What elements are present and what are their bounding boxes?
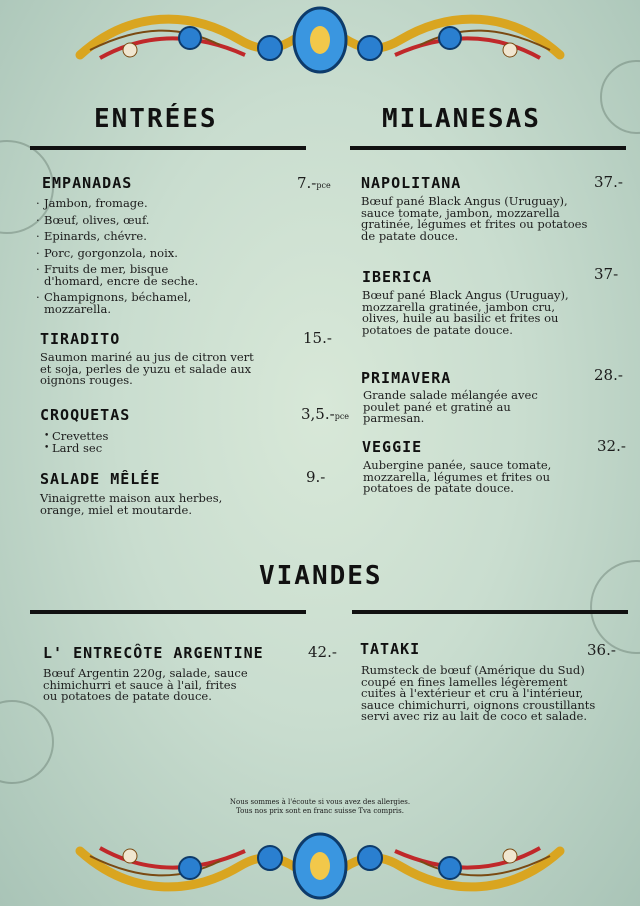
top-ornament-image bbox=[70, 0, 570, 80]
section-rule-milanesas bbox=[350, 146, 626, 150]
item-title-iberica: IBERICA bbox=[362, 268, 433, 286]
footer-price-line: Tous nos prix sont en franc suisse Tva compris. bbox=[235, 807, 404, 815]
price-value: 7.- bbox=[297, 174, 317, 192]
item-desc-entrecote: Bœuf Argentin 220g, salade, sauce chimichurri et sauce à l'ail, frites ou potatoes de patate douce. bbox=[43, 666, 248, 703]
list-item: · Bœuf, olives, œuf. bbox=[36, 215, 266, 227]
price-unit: pce bbox=[316, 181, 331, 190]
item-title-tataki: TATAKI bbox=[360, 640, 421, 658]
item-desc-primavera: Grande salade mélangée avec poulet pané et gratiné au parmesan. bbox=[363, 388, 538, 425]
item-title-entrecote: L' ENTRECÔTE ARGENTINE bbox=[43, 644, 264, 662]
section-heading-viandes: VIANDES bbox=[259, 561, 383, 591]
bottom-ornament-image bbox=[70, 826, 570, 906]
footer-allergy-line: Nous sommes à l'écoute si vous avez des allergies. bbox=[229, 798, 411, 806]
item-price-empanadas bbox=[297, 174, 331, 192]
item-price-napolitana: 37.- bbox=[594, 173, 623, 191]
item-price-tataki: 36.- bbox=[587, 641, 616, 659]
item-price-tiradito: 15.- bbox=[303, 329, 332, 347]
item-title-croquetas: CROQUETAS bbox=[40, 406, 131, 424]
section-rule-viandes-left bbox=[30, 610, 306, 614]
croquetas-list bbox=[44, 431, 184, 459]
item-title-tiradito: TIRADITO bbox=[40, 330, 121, 348]
item-desc-iberica: Bœuf pané Black Angus (Uruguay), mozzarella gratinée, jambon cru, olives, huile au basilic et frites ou potatoes de patate douce. bbox=[362, 288, 569, 337]
item-title-veggie: VEGGIE bbox=[362, 438, 423, 456]
item-price-salade: 9.- bbox=[306, 468, 326, 486]
item-price-iberica: 37- bbox=[594, 265, 619, 283]
item-desc-tiradito: Saumon mariné au jus de citron vert et soja, perles de yuzu et salade aux oignons rouges. bbox=[40, 350, 254, 387]
footer-note bbox=[0, 798, 640, 816]
empanadas-list bbox=[36, 198, 266, 320]
item-title-salade: SALADE MÊLÉE bbox=[40, 470, 161, 488]
item-price-veggie: 32.- bbox=[597, 437, 626, 455]
background-swirl-right bbox=[590, 560, 640, 654]
list-item: · Porc, gorgonzola, noix. bbox=[36, 248, 266, 260]
list-item: · Jambon, fromage. bbox=[36, 198, 266, 210]
section-rule-viandes-right bbox=[352, 610, 628, 614]
item-title-empanadas: EMPANADAS bbox=[42, 174, 133, 192]
background-swirl-right-top bbox=[600, 60, 640, 134]
item-desc-salade: Vinaigrette maison aux herbes, orange, miel et moutarde. bbox=[40, 491, 223, 517]
item-price-entrecote: 42.- bbox=[308, 643, 337, 661]
price-value: 3,5.- bbox=[301, 405, 335, 423]
item-price-croquetas bbox=[301, 405, 349, 423]
price-unit: pce bbox=[334, 412, 350, 421]
list-item: • Crevettes bbox=[44, 431, 184, 443]
item-title-primavera: PRIMAVERA bbox=[361, 369, 452, 387]
section-heading-entrees: ENTRÉES bbox=[94, 104, 218, 134]
item-desc-veggie: Aubergine panée, sauce tomate, mozzarella, légumes et frites ou potatoes de patate douce. bbox=[363, 458, 552, 495]
list-item: · Fruits de mer, bisque d'homard, encre de seche. bbox=[36, 264, 204, 287]
item-desc-tataki: Rumsteck de bœuf (Amérique du Sud) coupé en fines lamelles légèrement cuites à l'extérieur et cru à l'intérieur, sauce chimichurri, oignons croustillants servi avec riz au lait de coco et salade. bbox=[361, 663, 596, 723]
list-item: · Champignons, béchamel, mozzarella. bbox=[36, 292, 214, 315]
list-item: • Lard sec bbox=[44, 443, 184, 455]
item-title-napolitana: NAPOLITANA bbox=[361, 174, 462, 192]
section-rule-entrees bbox=[30, 146, 306, 150]
item-price-primavera: 28.- bbox=[594, 366, 623, 384]
list-item: · Epinards, chévre. bbox=[36, 231, 266, 243]
section-heading-milanesas: MILANESAS bbox=[382, 104, 541, 134]
background-swirl-left-bottom bbox=[0, 700, 54, 784]
item-desc-napolitana: Bœuf pané Black Angus (Uruguay), sauce tomate, jambon, mozzarella gratinée, légumes et frites ou potatoes de patate douce. bbox=[361, 194, 588, 243]
